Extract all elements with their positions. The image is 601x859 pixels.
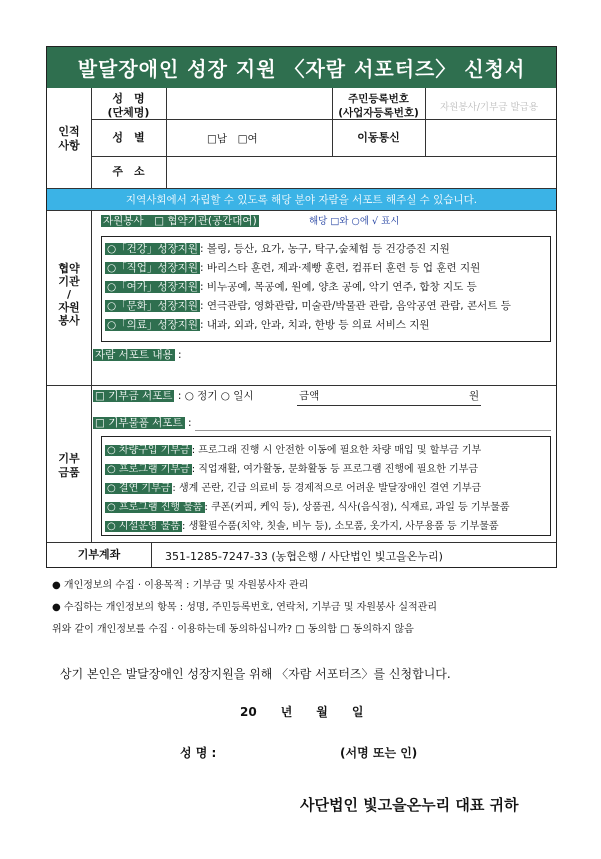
volunteer-instruction: 해당 □와 ○에 √ 표시 [309, 216, 400, 227]
section-personal-label: 인적 사항 [58, 125, 80, 152]
amount-field[interactable] [297, 405, 481, 406]
account-label: 기부계좌 [77, 548, 121, 561]
privacy-items: ● 수집하는 개인정보의 항목 : 성명, 주민등록번호, 연락처, 기부금 및 자원봉사 실적관리 [52, 602, 438, 613]
donation-item[interactable]: ○ 결연 기부금 : 생계 곤란, 긴급 의료비 등 경제적으로 어려운 발달장애인 결연 기부금 [107, 483, 482, 494]
support-content-row[interactable]: 자람 서포트 내용 : [95, 349, 182, 361]
donation-label: □ 기부금 서포트 [95, 390, 173, 402]
phone-field[interactable] [426, 120, 555, 155]
address-field[interactable] [167, 157, 555, 187]
donation-item[interactable]: ○ 시설운영 물품 : 생활필수품(치약, 칫솔, 비누 등), 소모품, 옷가지, 사무용품 등 기부물품 [107, 521, 499, 532]
gender-options[interactable]: □남 □여 [207, 133, 258, 145]
account-value: 351-1285-7247-33 (농협은행 / 사단법인 빛고을온누리) [165, 550, 443, 563]
amount-unit: 원 [469, 390, 480, 402]
signature-label: 성 명 : [180, 746, 217, 760]
application-form [46, 46, 557, 568]
name-label: 성 명 (단체명) [107, 92, 150, 119]
declaration-text: 상기 본인은 발달장애인 성장지원을 위해 〈자람 서포터즈〉를 신청합니다. [60, 667, 451, 681]
donation-item[interactable]: ○ 프로그램 기부금 : 직업재활, 여가활동, 문화활동 등 프로그램 진행에 필요한 기부금 [107, 464, 479, 475]
signature-hint[interactable]: (서명 또는 인) [340, 746, 418, 760]
date-line[interactable]: 20 년 월 일 [240, 705, 364, 719]
donation-item[interactable]: ○ 프로그램 진행 물품 : 쿠폰(커피, 케익 등), 상품권, 식사(음식점), 식재료, 과일 등 기부물품 [107, 502, 510, 513]
rrn-label: 주민등록번호 (사업자등록번호) [338, 93, 419, 119]
privacy-consent[interactable]: 위와 같이 개인정보를 수집 · 이용하는데 동의하십니까? □ 동의함 □ 동의하지 않음 [52, 624, 414, 635]
support-content-label: 자람 서포트 내용 [95, 349, 173, 361]
section-volunteer-label: 협약 기관 / 자원 봉사 [58, 262, 80, 327]
support-item[interactable]: ○「건강」성장지원 : 볼링, 등산, 요가, 농구, 탁구,숲체험 등 건강증진 지원 [107, 243, 450, 255]
donation-item[interactable]: ○ 차량구입 기부금 : 프로그래 진행 시 안전한 이동에 필요한 차량 매입 및 할부금 기부 [107, 445, 482, 456]
phone-label: 이동통신 [357, 131, 400, 144]
support-item[interactable]: ○「의료」성장지원 : 내과, 외과, 안과, 치과, 한방 등 의료 서비스 지원 [107, 319, 430, 331]
section-donation-label: 기부 금품 [58, 452, 80, 479]
gender-label: 성 별 [112, 131, 145, 144]
form-title: 발달장애인 성장 지원 〈자람 서포터즈〉 신청서 [47, 47, 556, 88]
donation-row[interactable] [93, 389, 254, 403]
address-label: 주 소 [112, 165, 145, 178]
donation-options: : ○ 정기 ○ 일시 [177, 390, 254, 402]
goods-field[interactable] [195, 430, 551, 431]
support-item[interactable]: ○「여가」성장지원 : 비누공예, 목공예, 원예, 양초 공예, 악기 연주, 합창 지도 등 [107, 281, 477, 293]
rrn-field[interactable]: 자원봉사/기부금 발급용 [440, 102, 538, 113]
recipient: 사단법인 빛고을온누리 대표 귀하 [300, 796, 519, 814]
privacy-purpose: ● 개인정보의 수집 · 이용목적 : 기부금 및 자원봉사자 관리 [52, 580, 309, 591]
amount-label: 금액 [299, 390, 320, 402]
support-item[interactable]: ○「문화」성장지원 : 연극관람, 영화관람, 미술관/박물관 관람, 음악공연 관람, 콘서트 등 [107, 300, 511, 312]
name-field[interactable] [167, 89, 331, 118]
support-item[interactable]: ○「직업」성장지원 : 바리스타 훈련, 제과·제빵 훈련, 컴퓨터 훈련 등 업 훈련 지원 [107, 262, 481, 274]
goods-row[interactable]: □ 기부물품 서포트 : [95, 417, 192, 429]
info-banner: 지역사회에서 자립할 수 있도록 해당 분야 자람을 서포트 해주실 수 있습니다. [47, 189, 556, 210]
volunteer-type-checkbox[interactable]: 자원봉사 □ 협약기관(공간대여) [103, 215, 257, 227]
goods-label: □ 기부물품 서포트 [95, 417, 183, 429]
